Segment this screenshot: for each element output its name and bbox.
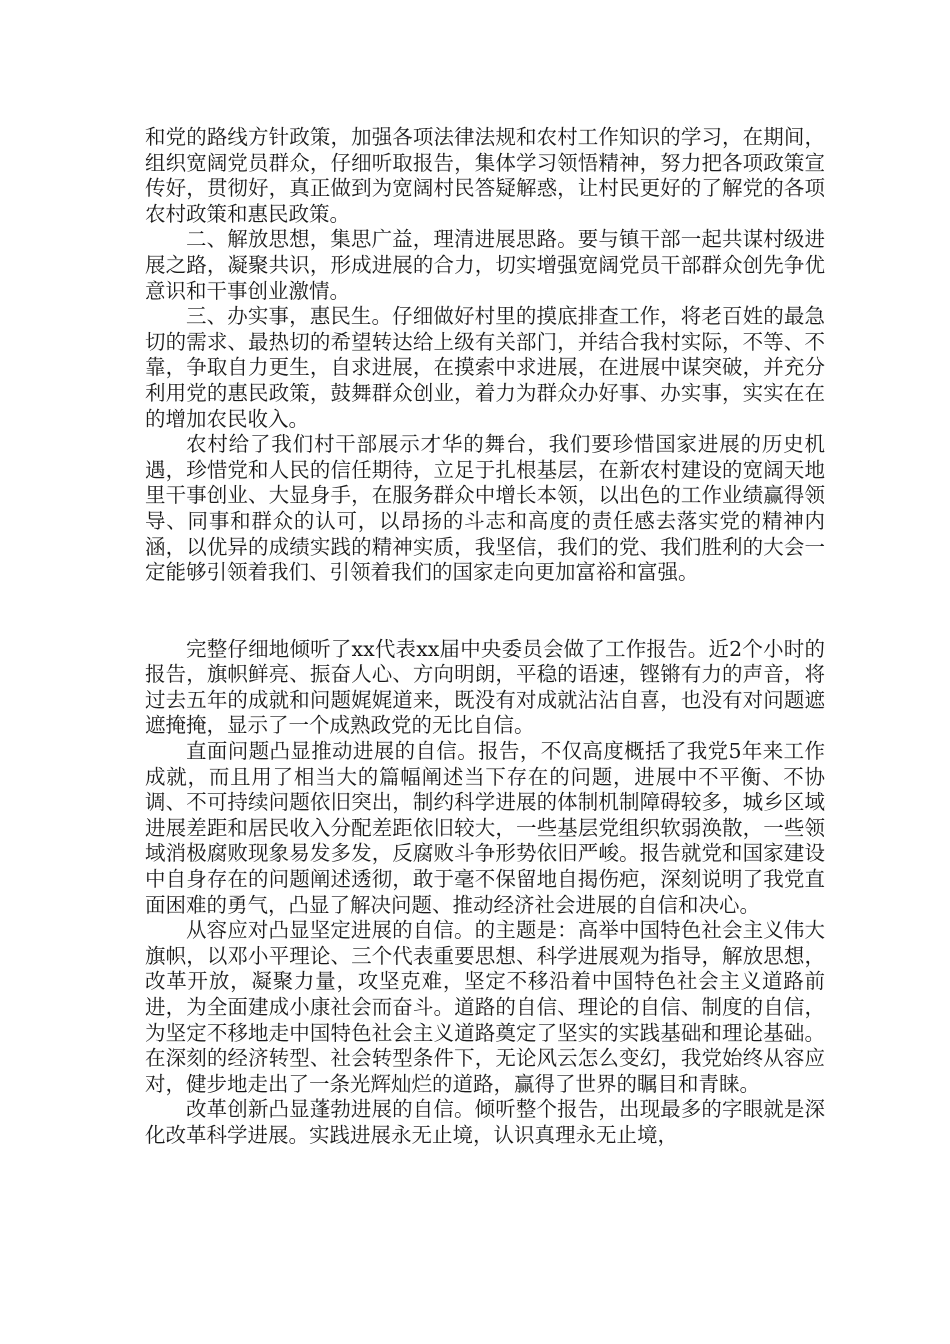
section-rural-work (145, 125, 825, 586)
paragraph: 三、办实事，惠民生。仔细做好村里的摸底排查工作，将老百姓的最急切的需求、最热切的希望转达给上级有关部门，并结合我村实际，不等、不靠，争取自力更生，自求进展，在摸索中求进展，在进展中谋突破，并充分利用党的惠民政策，鼓舞群众创业，着力为群众办好事、办实事，实实在在的增加农民收入。 (145, 304, 825, 431)
paragraph: 完整仔细地倾听了xx代表xx届中央委员会做了工作报告。近2个小时的报告，旗帜鲜亮、振奋人心、方向明朗，平稳的语速，铿锵有力的声音，将过去五年的成就和问题娓娓道来，既没有对成就沾沾自喜，也没有对问题遮遮掩掩，显示了一个成熟政党的无比自信。 (145, 636, 825, 738)
section-gap (145, 586, 825, 637)
document-page (145, 125, 825, 1149)
paragraph: 二、解放思想，集思广益，理清进展思路。要与镇干部一起共谋村级进展之路，凝聚共识，形成进展的合力，切实增强宽阔党员干部群众创先争优意识和干事创业激情。 (145, 227, 825, 303)
paragraph: 改革创新凸显蓬勃进展的自信。倾听整个报告，出现最多的字眼就是深化改革科学进展。实践进展永无止境，认识真理永无止境， (145, 1097, 825, 1147)
paragraph: 从容应对凸显坚定进展的自信。的主题是：高举中国特色社会主义伟大旗帜，以邓小平理论、三个代表重要思想、科学进展观为指导，解放思想，改革开放，凝聚力量，攻坚克难，坚定不移沿着中国特色社会主义道路前进，为全面建成小康社会而奋斗。道路的自信、理论的自信、制度的自信，为坚定不移地走中国特色社会主义道路奠定了坚实的实践基础和理论基础。在深刻的经济转型、社会转型条件下，无论风云怎么变幻，我党始终从容应对，健步地走出了一条光辉灿烂的道路，赢得了世界的瞩目和青睐。 (145, 918, 825, 1096)
section-report-reflection (145, 637, 825, 1149)
paragraph: 和党的路线方针政策，加强各项法律法规和农村工作知识的学习，在期间，组织宽阔党员群众，仔细听取报告，集体学习领悟精神，努力把各项政策宣传好，贯彻好，真正做到为宽阔村民答疑解惑，让村民更好的了解党的各项农村政策和惠民政策。 (145, 125, 825, 226)
paragraph: 直面问题凸显推动进展的自信。报告，不仅高度概括了我党5年来工作成就，而且用了相当大的篇幅阐述当下存在的问题，进展中不平衡、不协调、不可持续问题依旧突出，制约科学进展的体制机制障碍较多，城乡区域进展差距和居民收入分配差距依旧较大，一些基层党组织软弱涣散，一些领域消极腐败现象易发多发，反腐败斗争形势依旧严峻。报告就党和国家建设中自身存在的问题阐述透彻，敢于毫不保留地自揭伤疤，深刻说明了我党直面困难的勇气，凸显了解决问题、推动经济社会进展的自信和决心。 (145, 739, 825, 917)
paragraph: 农村给了我们村干部展示才华的舞台，我们要珍惜国家进展的历史机遇，珍惜党和人民的信任期待，立足于扎根基层，在新农村建设的宽阔天地里干事创业、大显身手，在服务群众中增长本领，以出色的工作业绩赢得领导、同事和群众的认可，以昂扬的斗志和高度的责任感去落实党的精神内涵，以优异的成绩实践的精神实质，我坚信，我们的党、我们胜利的大会一定能够引领着我们、引领着我们的国家走向更加富裕和富强。 (145, 432, 825, 585)
